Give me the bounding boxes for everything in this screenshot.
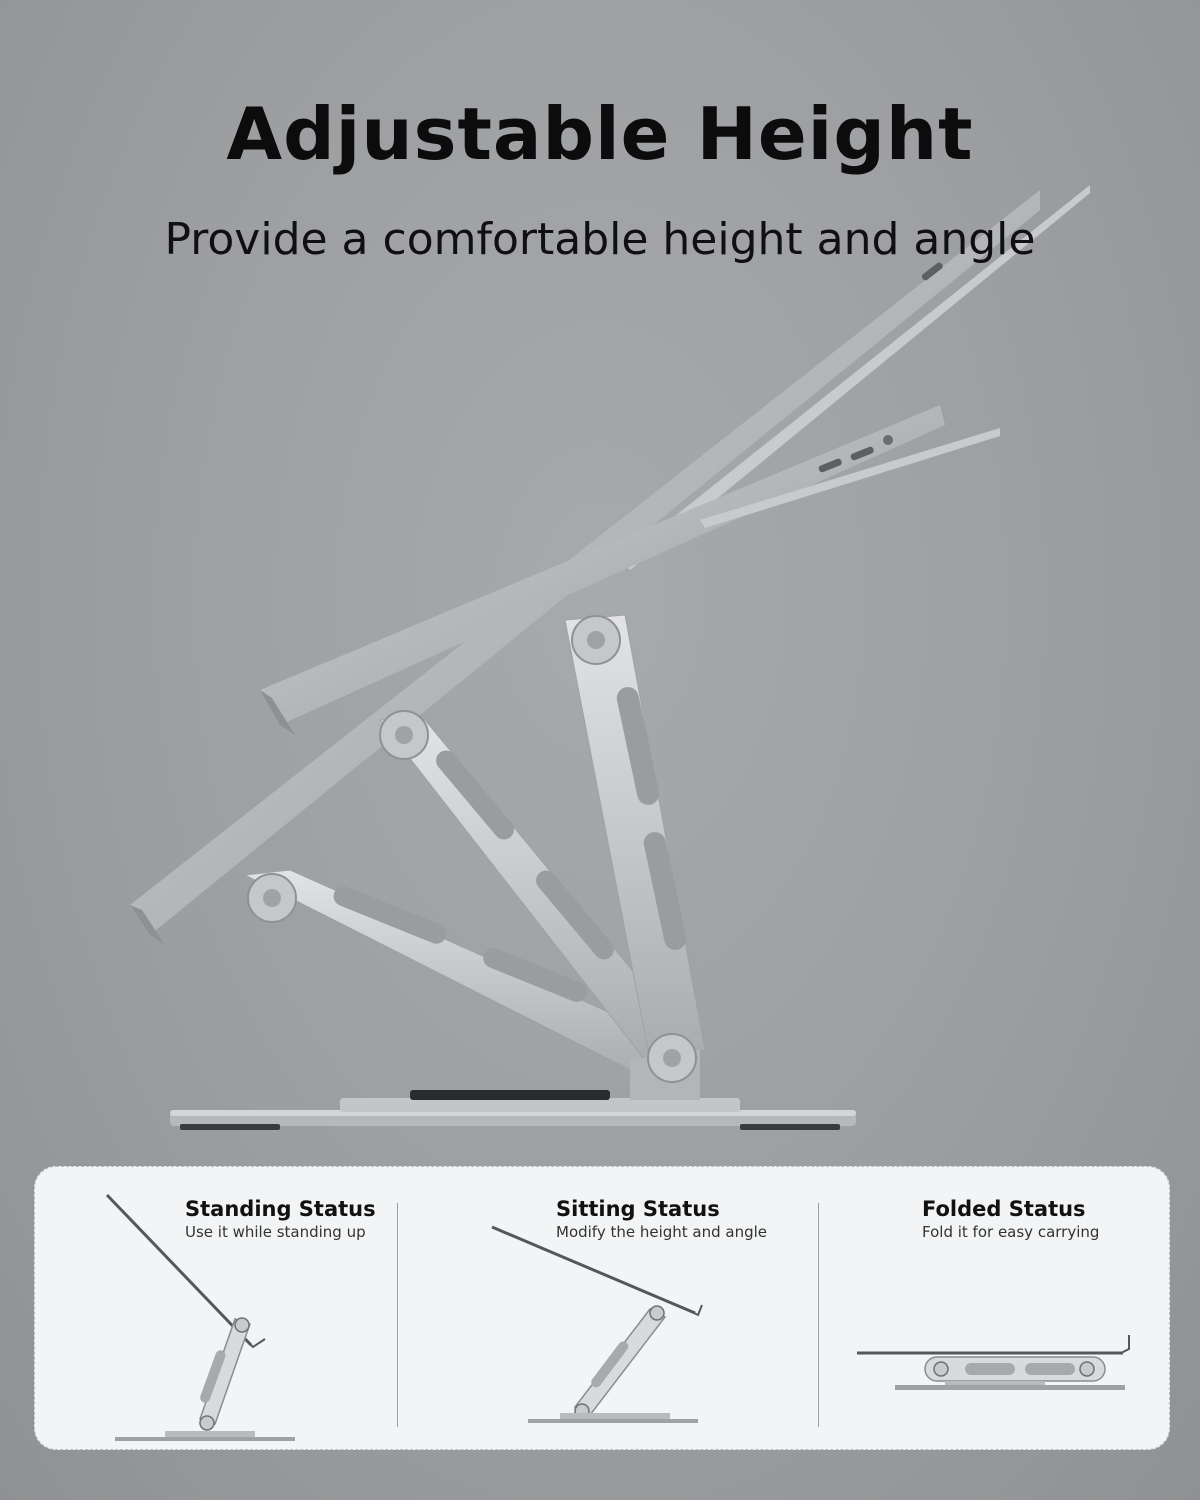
- folded-status-description: Fold it for easy carrying: [922, 1223, 1100, 1241]
- status-panel: [34, 1166, 1170, 1450]
- standing-status-title: Standing Status: [185, 1197, 376, 1221]
- standing-status-description: Use it while standing up: [185, 1223, 366, 1241]
- laptop-stand-illustration: [0, 170, 1200, 1150]
- sitting-stand-icon: [490, 1217, 740, 1429]
- panel-divider: [818, 1203, 819, 1427]
- stand-base: [170, 1090, 856, 1130]
- panel-divider: [397, 1203, 398, 1427]
- folded-stand-icon: [855, 1327, 1145, 1397]
- sitting-status-description: Modify the height and angle: [556, 1223, 768, 1241]
- page-subtitle: Provide a comfortable height and angle: [164, 214, 1036, 265]
- folded-status-title: Folded Status: [922, 1197, 1086, 1221]
- sitting-status-title: Sitting Status: [556, 1197, 720, 1221]
- page-title: Adjustable Height: [226, 92, 974, 176]
